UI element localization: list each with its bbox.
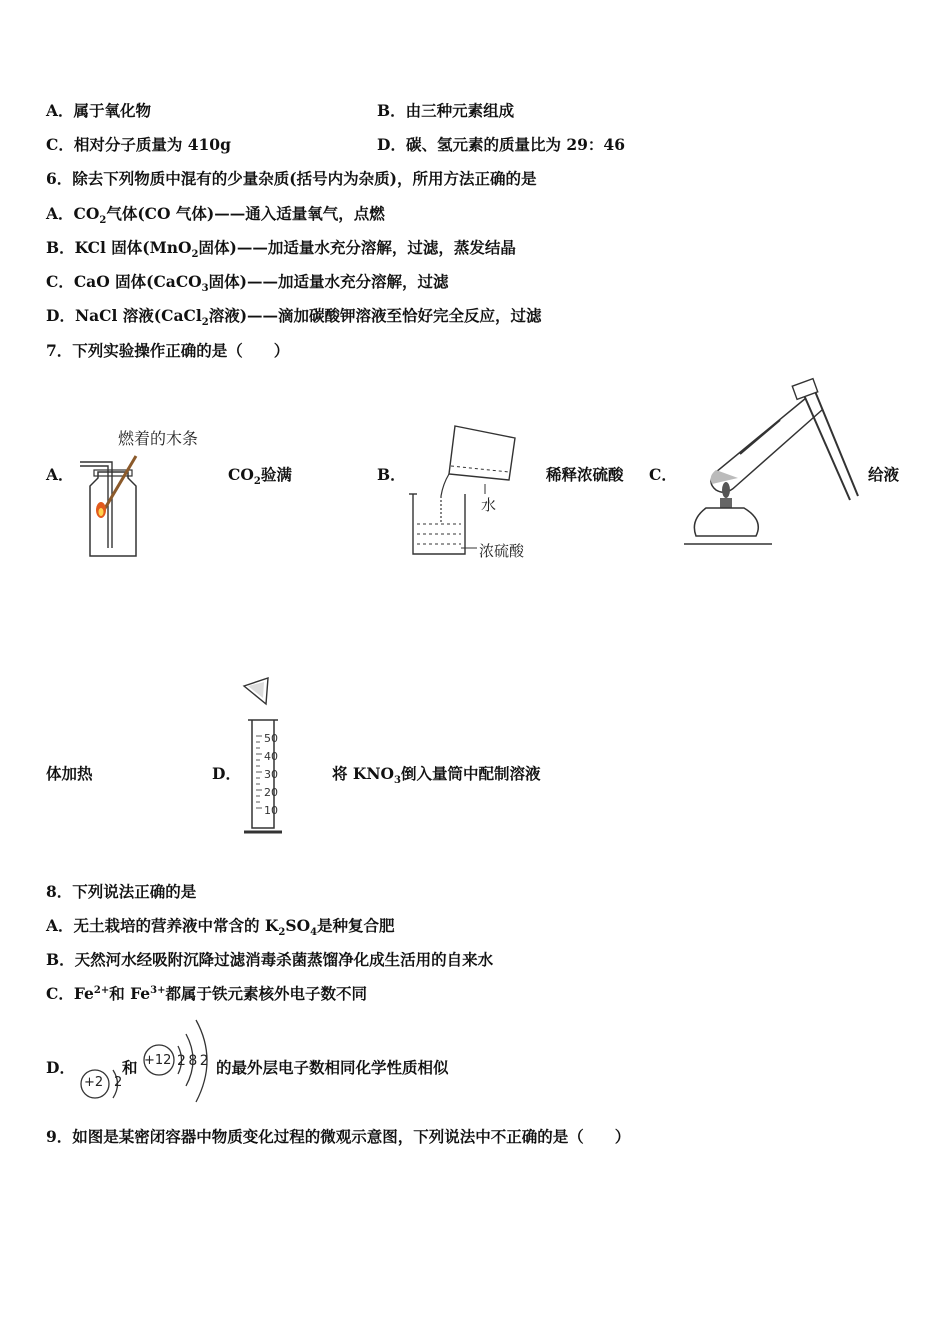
atom1-shells: 2 [114,1075,123,1090]
cylinder-tick-label: 40 [264,750,278,763]
co2-bottle-figure [78,448,148,560]
q5-option-a: A．属于氧化物 [46,101,152,120]
q6-option-d: D．NaCl 溶液(CaCl$_2$溶液)——滴加碳酸钾溶液至恰好完全反应，过滤 [46,306,542,329]
q8-option-b: B．天然河水经吸附沉降过滤消毒杀菌蒸馏净化成生活用的自来水 [46,950,494,969]
cylinder-tick-labels [264,730,294,820]
q7-option-d-text: 将 $KNO_3$倒入量筒中配制溶液 [332,764,541,787]
q6-option-a: A．$CO_2$气体(CO 气体)——通入适量氧气，点燃 [46,204,385,227]
q9-stem: 9．如图是某密闭容器中物质变化过程的微观示意图，下列说法中不正确的是（ ） [46,1127,631,1146]
q7-option-b-letter: B． [377,465,406,484]
q7-option-c-text-cont: 体加热 [46,764,93,783]
atom2-nucleus: +12 [144,1053,172,1068]
q7-option-b-text: 稀释浓硫酸 [546,465,624,484]
q8-option-d-and: 和 [122,1058,138,1077]
q7-option-c-text: 给液 [868,465,900,484]
q6-option-b: B．KCl 固体(MnO$_2$固体)——加适量水充分溶解，过滤，蒸发结晶 [46,238,516,261]
atom2-shells: 2 8 2 [177,1053,208,1069]
atom1-nucleus: +2 [84,1075,104,1090]
q8-stem: 8．下列说法正确的是 [46,882,197,901]
q7-option-d-letter: D． [212,764,241,783]
q8-option-d-letter: D． [46,1058,75,1077]
q7-stem: 7．下列实验操作正确的是（ ） [46,341,290,360]
q6-option-c: C．CaO 固体(CaCO$_3$固体)——加适量水充分溶解，过滤 [46,272,449,295]
q7-b-water-label: 水 [481,496,497,514]
cylinder-tick-label: 30 [264,768,278,781]
q8-option-a: A．无土栽培的营养液中常含的 $K_2SO_4$是种复合肥 [46,916,395,939]
q7-option-c-letter: C． [649,465,677,484]
cylinder-tick-label: 20 [264,786,278,799]
q5-option-d: D．碳、氢元素的质量比为 29：46 [377,135,625,154]
q5-option-b: B．由三种元素组成 [377,101,515,120]
test-tube-heating-figure [682,380,862,548]
q8-option-c: C．$Fe^{2+}$和 $Fe^{3+}$都属于铁元素核外电子数不同 [46,984,367,1003]
q7-a-figure-label: 燃着的木条 [118,429,199,448]
q6-stem: 6．除去下列物质中混有的少量杂质(括号内为杂质)，所用方法正确的是 [46,169,537,188]
cylinder-tick-label: 50 [264,732,278,745]
q8-option-d-tail: 的最外层电子数相同化学性质相似 [216,1058,449,1077]
cylinder-tick-label: 10 [264,804,278,817]
q5-option-c: C．相对分子质量为 410g [46,135,231,154]
q7-option-a-text: $CO_2$验满 [228,465,292,488]
q7-option-a-letter: A． [46,465,74,484]
q7-b-acid-label: 浓硫酸 [479,542,525,560]
